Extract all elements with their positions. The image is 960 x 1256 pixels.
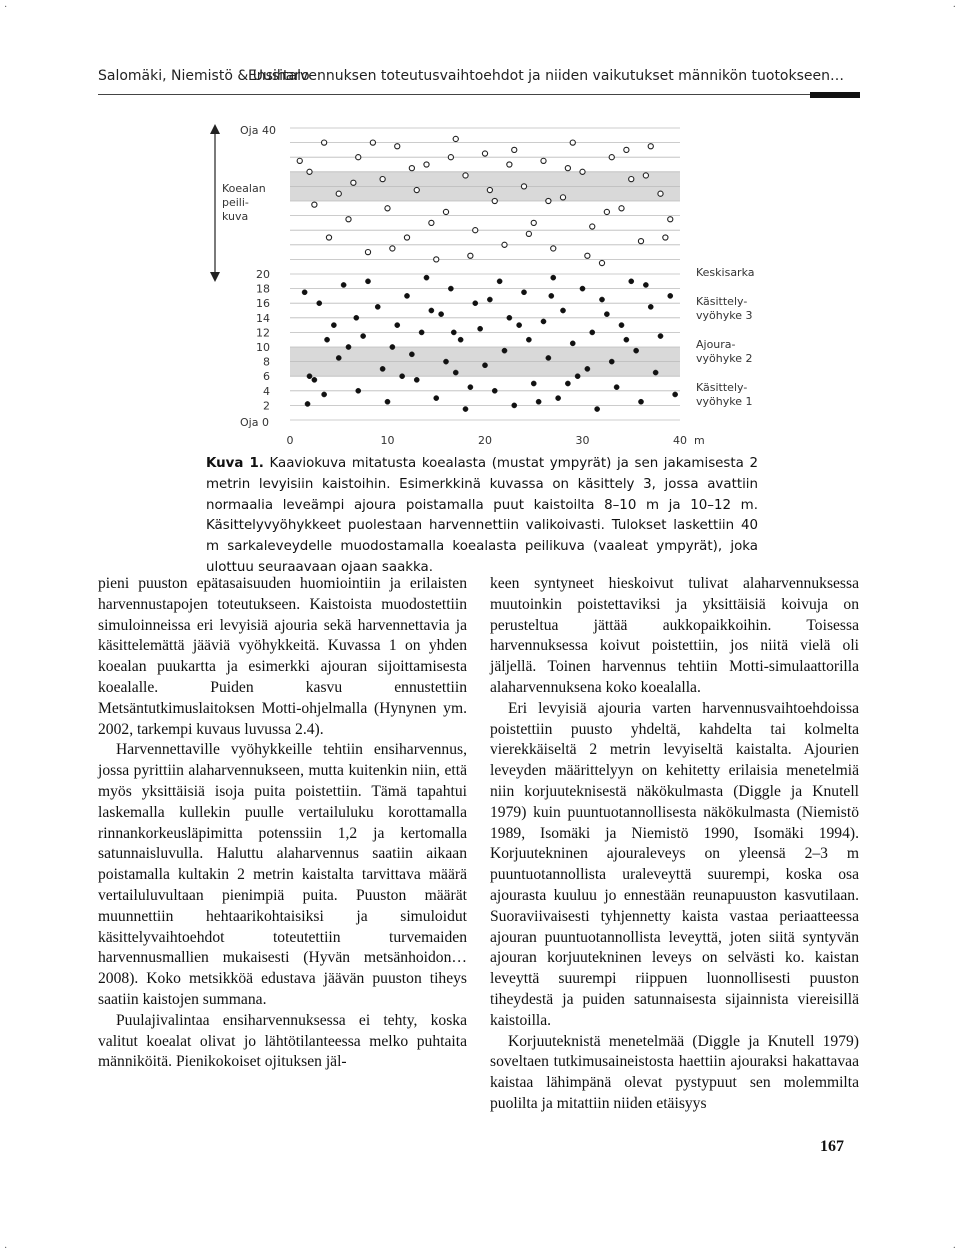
zone-label-zone3-1: Käsittely- xyxy=(696,295,748,308)
tree-point-measured xyxy=(556,396,561,401)
tree-point-mirror xyxy=(370,140,375,145)
tree-point-mirror xyxy=(643,173,648,178)
tree-point-mirror xyxy=(307,169,312,174)
tree-point-mirror xyxy=(590,224,595,229)
tree-point-measured xyxy=(614,385,619,390)
tree-point-measured xyxy=(512,403,517,408)
crop-mark: · xyxy=(4,1243,8,1254)
x-tick-label: 20 xyxy=(478,434,492,447)
tree-point-measured xyxy=(400,374,405,379)
tree-point-measured xyxy=(331,323,336,328)
tree-point-measured xyxy=(305,401,310,406)
caption-text: Kaaviokuva mitatusta koealasta (mustat ympyrät) ja sen jakamisesta 2 metrin levyisiin kaistoihin. Esimerkkinä kuvassa on käsittely 3, jossa avattiin normaalia leveämpi ajoura poistamalla puut kaistoilta 8–10 m ja 10–12 m. Käsittelyvyöhykkeet puolestaan harvennettiin valikoivasti. Tulokset laskettiin 40 m sarkaleveydelle muodostamalla koealasta peilikuva (vaaleat ympyrät), joka ulottuu seuraavaan ojaan saakka. xyxy=(206,456,758,575)
tree-point-measured xyxy=(385,399,390,404)
tree-point-measured xyxy=(324,337,329,342)
figure-1-plot xyxy=(200,118,800,452)
tree-point-mirror xyxy=(346,217,351,222)
tree-point-measured xyxy=(356,388,361,393)
x-tick-label: 40 xyxy=(673,434,687,447)
tree-point-mirror xyxy=(663,235,668,240)
y-tick-label: 10 xyxy=(256,341,270,354)
tree-point-mirror xyxy=(560,195,565,200)
header-bar xyxy=(810,92,860,98)
tree-point-measured xyxy=(322,392,327,397)
paragraph: Eri levyisiä ajouria varten harvennusvaihtoehdoissa poistettiin puusto yhdeltä, kahdelta tai kolmelta vierekkäiseltä 2 metrin levyiseltä kaistalta. Ajourien leveyden määrittelyyn on kehitetty erilaisia menetelmiä niin korjuuteknisestä näkökulmasta (Diggle ja Knutell 1979) kuin puuntuotannollisesta näkökulmasta (Niemistö 1989, Isomäki ja Niemistö 1990, Isomäki 1994). Korjuutekninen ajouraleveys on yleensä 2–3 m puuntuotannollista uraleveyttä suurempi, koska osa ajourasta kuuluu jo ennestään reunapuuston kasvutilaan. Suoraviivaisesti tyhjennetty kaista vastaa periaatteessa ajouran puuntuotannollista leveyttä, joten siitä syntyvän ajouran korjuutekninen leveys on selvästi ko. kaistan leveyttä suurempi riippuen luonnollisesti puuston tiheydestä ja puiden satunnaisesta sijainnista viereisillä kaistoilla. xyxy=(490,699,859,1029)
crop-mark: · xyxy=(952,1243,956,1254)
tree-point-measured xyxy=(375,304,380,309)
tree-point-mirror xyxy=(322,140,327,145)
tree-point-mirror xyxy=(492,198,497,203)
tree-point-measured xyxy=(517,323,522,328)
tree-point-measured xyxy=(380,366,385,371)
tree-point-mirror xyxy=(312,202,317,207)
y-tick-label: 2 xyxy=(263,399,270,413)
tree-point-measured xyxy=(404,293,409,298)
tree-point-measured xyxy=(609,359,614,364)
label-oja-40: Oja 40 xyxy=(240,124,276,137)
zone-label-zone1-2: vyöhyke 1 xyxy=(696,395,753,408)
tree-point-measured xyxy=(458,337,463,342)
tree-point-measured xyxy=(570,341,575,346)
paragraph: keen syntyneet hieskoivut tulivat alaharvennuksessa muutoinkin poistettaviksi ja yksittäisiä koivuja on perusteltua jättää aukkopaikkoihin. Toisessa harvennuksessa koivut poistettiin, jos niitä vielä oli jäljellä. Toinen harvennus tehtiin Motti-simulaattorilla alaharvennuksena koko koealalla. xyxy=(490,575,859,696)
tree-point-measured xyxy=(317,301,322,306)
tree-point-measured xyxy=(648,304,653,309)
tree-point-measured xyxy=(453,370,458,375)
zone-label-zone1-1: Käsittely- xyxy=(696,381,748,394)
label-reflection-1: Koealan xyxy=(222,182,266,195)
paragraph: Korjuuteknistä menetelmää (Diggle ja Knutell 1979) soveltaen tutkimusaineistosta haettiin ajouraksi hakattavaa kaistaa lähimpänä olevat pystypuut sen molemmilta puolilta ja mitattiin niiden etäisyys xyxy=(490,1032,859,1112)
tree-point-mirror xyxy=(336,191,341,196)
arrow-head-down-icon xyxy=(210,272,220,282)
zone-label-zone3-2: vyöhyke 3 xyxy=(696,309,753,322)
tree-point-mirror xyxy=(468,253,473,258)
tree-point-measured xyxy=(536,399,541,404)
tree-point-measured xyxy=(443,359,448,364)
tree-point-mirror xyxy=(297,158,302,163)
tree-point-mirror xyxy=(356,155,361,160)
tree-point-mirror xyxy=(658,191,663,196)
tree-point-measured xyxy=(673,392,678,397)
tree-point-mirror xyxy=(365,250,370,255)
tree-point-measured xyxy=(361,333,366,338)
page-number: 167 xyxy=(820,1138,844,1155)
tree-point-mirror xyxy=(648,144,653,149)
tree-point-measured xyxy=(390,344,395,349)
tree-point-measured xyxy=(521,290,526,295)
tree-point-measured xyxy=(643,282,648,287)
y-tick-label: 8 xyxy=(263,355,270,369)
tree-point-measured xyxy=(312,377,317,382)
x-tick-label: 30 xyxy=(575,434,590,447)
tree-point-measured xyxy=(487,297,492,302)
y-tick-label: 16 xyxy=(256,297,270,311)
tree-point-mirror xyxy=(414,187,419,192)
tree-point-mirror xyxy=(609,155,614,160)
header-authors: Salomäki, Niemistö & Uusitalo xyxy=(98,68,310,84)
tree-point-measured xyxy=(580,286,585,291)
tree-point-measured xyxy=(549,293,554,298)
tree-point-measured xyxy=(346,344,351,349)
tree-point-measured xyxy=(541,319,546,324)
x-tick-label: 0 xyxy=(286,434,294,447)
tree-point-measured xyxy=(634,348,639,353)
tree-point-measured xyxy=(526,337,531,342)
tree-point-mirror xyxy=(638,239,643,244)
tree-point-mirror xyxy=(326,235,331,240)
tree-point-measured xyxy=(307,374,312,379)
tree-point-mirror xyxy=(507,162,512,167)
tree-point-measured xyxy=(336,355,341,360)
tree-point-measured xyxy=(365,279,370,284)
label-oja-0: Oja 0 xyxy=(240,416,269,429)
tree-point-measured xyxy=(434,396,439,401)
tree-point-mirror xyxy=(624,147,629,152)
tree-point-measured xyxy=(395,323,400,328)
tree-point-measured xyxy=(302,290,307,295)
y-tick-label: 20 xyxy=(256,268,270,281)
tree-point-measured xyxy=(638,399,643,404)
label-reflection-3: kuva xyxy=(222,210,249,223)
tree-point-measured xyxy=(595,406,600,411)
text-column-right xyxy=(490,574,859,1115)
crop-mark: · xyxy=(4,2,8,13)
tree-point-measured xyxy=(599,297,604,302)
tree-point-measured xyxy=(619,323,624,328)
tree-point-mirror xyxy=(453,136,458,141)
tree-point-mirror xyxy=(541,158,546,163)
tree-point-mirror xyxy=(629,177,634,182)
tree-point-measured xyxy=(478,326,483,331)
paragraph: Puulajivalintaa ensiharvennuksessa ei tehty, koska valitut koealat olivat jo lähtötilanteessa melko puhtaita männiköitä. Pienikokoiset ojituksen jäl- xyxy=(98,1011,467,1071)
tree-point-mirror xyxy=(565,166,570,171)
tree-point-mirror xyxy=(463,173,468,178)
paragraph: Harvennettaville vyöhykkeille tehtiin ensiharvennus, jossa pyrittiin alaharvennukseen, mutta kuitenkin niin, että myös yksittäisiä isoja puita poistettiin. Tämä tapahtui laskemalla kullekin puulle vertailuluku korottamalla rinnankorkeusläpimitta potenssiin 1,2 ja kertomalla satunnaisluvulla. Haluttu alaharvennus saatiin aikaan poistamalla kultakin 2 metrin kaistalta tarvittava määrä vertailuluvultaan pienimpiä puita. Puuston määrät muunnettiin hehtaarikohtaisiksi ja simuloidut käsittelyvaihtoehdot toteutettiin turvemaiden harvennusmallien mukaisesti (Hyvän metsänhoidon… 2008). Koko metsikköä edustava jäävän puuston tiheys saatiin kaistojen summana. xyxy=(98,741,467,1008)
x-axis-unit: m xyxy=(694,434,705,447)
x-tick-label: 10 xyxy=(380,434,395,447)
tree-point-measured xyxy=(419,330,424,335)
tree-point-measured xyxy=(439,312,444,317)
tree-point-measured xyxy=(473,301,478,306)
y-tick-label: 18 xyxy=(256,282,270,296)
zone-label-zone2-2: vyöhyke 2 xyxy=(696,352,753,365)
tree-point-measured xyxy=(429,308,434,313)
tree-point-mirror xyxy=(580,169,585,174)
tree-point-measured xyxy=(585,366,590,371)
tree-point-measured xyxy=(604,312,609,317)
header-title: Ensiharvennuksen toteutusvaihtoehdot ja niiden vaikutukset männikön tuotokseen… xyxy=(247,68,844,84)
tree-point-mirror xyxy=(473,228,478,233)
tree-point-mirror xyxy=(546,198,551,203)
tree-point-measured xyxy=(448,286,453,291)
tree-point-measured xyxy=(507,315,512,320)
tree-point-measured xyxy=(565,381,570,386)
crop-mark: · xyxy=(952,2,956,13)
tree-point-measured xyxy=(492,388,497,393)
tree-point-mirror xyxy=(482,151,487,156)
running-header xyxy=(98,62,860,102)
tree-point-measured xyxy=(482,363,487,368)
tree-point-mirror xyxy=(521,184,526,189)
zone-label-zone2-1: Ajoura- xyxy=(696,338,736,351)
tree-point-mirror xyxy=(409,166,414,171)
tree-point-measured xyxy=(658,333,663,338)
tree-point-measured xyxy=(468,385,473,390)
tree-point-mirror xyxy=(385,206,390,211)
tree-point-mirror xyxy=(668,217,673,222)
tree-point-mirror xyxy=(531,220,536,225)
header-rule xyxy=(98,94,860,95)
y-tick-label: 6 xyxy=(263,370,270,384)
tree-point-measured xyxy=(414,377,419,382)
zone-label-keskisarka: Keskisarka xyxy=(696,266,755,279)
tree-point-measured xyxy=(463,406,468,411)
tree-point-measured xyxy=(551,275,556,280)
y-tick-label: 12 xyxy=(256,326,270,340)
tree-point-measured xyxy=(341,282,346,287)
tree-point-mirror xyxy=(585,253,590,258)
tree-point-mirror xyxy=(380,177,385,182)
label-reflection-2: peili- xyxy=(222,196,249,209)
tree-point-mirror xyxy=(619,206,624,211)
tree-point-mirror xyxy=(424,162,429,167)
tree-point-measured xyxy=(497,279,502,284)
y-tick-label: 14 xyxy=(256,311,270,325)
tree-point-mirror xyxy=(570,140,575,145)
tree-point-measured xyxy=(653,370,658,375)
caption-label: Kuva 1. xyxy=(206,456,264,471)
tree-point-mirror xyxy=(448,155,453,160)
tree-point-mirror xyxy=(351,180,356,185)
tree-point-mirror xyxy=(526,231,531,236)
tree-point-mirror xyxy=(443,209,448,214)
tree-point-mirror xyxy=(502,242,507,247)
tree-point-measured xyxy=(590,330,595,335)
tree-point-measured xyxy=(451,330,456,335)
tree-point-mirror xyxy=(390,246,395,251)
tree-point-measured xyxy=(546,355,551,360)
y-tick-label: 4 xyxy=(263,384,270,398)
tree-point-mirror xyxy=(395,144,400,149)
tree-point-measured xyxy=(424,275,429,280)
tree-point-mirror xyxy=(429,220,434,225)
tree-point-measured xyxy=(629,279,634,284)
tree-point-measured xyxy=(409,352,414,357)
tree-point-mirror xyxy=(599,260,604,265)
tree-point-measured xyxy=(531,381,536,386)
tree-point-mirror xyxy=(604,209,609,214)
tree-point-measured xyxy=(502,348,507,353)
tree-point-measured xyxy=(560,308,565,313)
paragraph: pieni puuston epätasaisuuden huomiointiin ja erilaisten harvennustapojen toteutukseen. Kaistoista muodostettiin simuloinneissa eri levyisiä ajouria sekä harvennettavia ja käsittelemättä jääviä vyöhykkeitä. Kuvassa 1 on yhden koealan puukartta ja esimerkki ajouran sijoittamisesta koealalle. Puiden kasvu ennustettiin Metsäntutkimuslaitoksen Motti-ohjelmalla (Hynynen ym. 2002, tarkempi kuvaus luvussa 2.4). xyxy=(98,575,467,738)
tree-point-measured xyxy=(668,293,673,298)
arrow-head-up-icon xyxy=(210,124,220,134)
figure-caption xyxy=(206,454,758,579)
text-column-left xyxy=(98,574,467,1073)
tree-point-measured xyxy=(575,374,580,379)
tree-point-mirror xyxy=(551,246,556,251)
tree-point-measured xyxy=(354,315,359,320)
tree-point-measured xyxy=(624,337,629,342)
tree-point-mirror xyxy=(404,235,409,240)
tree-point-mirror xyxy=(434,257,439,262)
tree-point-mirror xyxy=(487,187,492,192)
tree-point-mirror xyxy=(512,147,517,152)
